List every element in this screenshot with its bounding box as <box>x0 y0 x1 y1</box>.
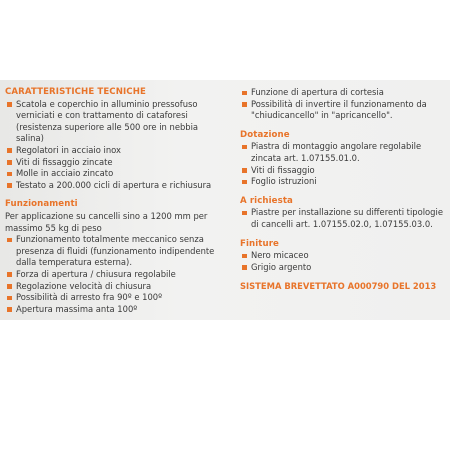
list-item: Nero micaceo <box>240 250 445 262</box>
right-column <box>240 87 445 293</box>
func-title: Funzionamenti <box>5 199 78 210</box>
richiesta-list <box>240 207 445 230</box>
list-item: Grigio argento <box>240 262 445 274</box>
func-intro: Per applicazione su cancelli sino a 1200 mm per massimo 55 kg di peso <box>5 210 208 233</box>
dotazione-list <box>240 141 445 187</box>
list-item: Forza di apertura / chiusura regolabile <box>5 269 227 281</box>
dotazione-title: Dotazione <box>240 129 290 140</box>
list-item: Possibilità di arresto fra 90º e 100º <box>5 292 227 304</box>
left-column <box>5 87 227 315</box>
list-item: Regolatori in acciaio inox <box>5 145 227 157</box>
patent-notice: SISTEMA BREVETTATO A000790 DEL 2013 <box>240 281 437 292</box>
top-list <box>240 87 445 122</box>
list-item: Funzione di apertura di cortesia <box>240 87 445 99</box>
func-list <box>5 234 227 315</box>
list-item: Piastra di montaggio angolare regolabile zincata art. 1.07155.01.0. <box>240 141 445 164</box>
list-item: Foglio istruzioni <box>240 176 445 188</box>
list-item: Viti di fissaggio <box>240 165 445 177</box>
list-item: Regolazione velocità di chiusura <box>5 281 227 293</box>
list-item: Viti di fissaggio zincate <box>5 157 227 169</box>
list-item: Molle in acciaio zincato <box>5 168 227 180</box>
finiture-list <box>240 250 445 273</box>
list-item: Piastre per installazione su differenti tipologie di cancelli art. 1.07155.02.0, 1.07155.03.0. <box>240 207 445 230</box>
tech-list <box>5 99 227 192</box>
list-item: Possibilità di invertire il funzionamento da "chiudicancello" in "apricancello". <box>240 99 445 122</box>
list-item: Testato a 200.000 cicli di apertura e richiusura <box>5 180 227 192</box>
list-item: Scatola e coperchio in alluminio pressofuso verniciati e con trattamento di cataforesi (resistenza superiore alle 500 ore in nebbia salina) <box>5 99 227 145</box>
list-item: Apertura massima anta 100º <box>5 304 227 316</box>
richiesta-title: A richiesta <box>240 195 293 206</box>
tech-title: CARATTERISTICHE TECNICHE <box>5 87 146 97</box>
finiture-title: Finiture <box>240 238 279 249</box>
list-item: Funzionamento totalmente meccanico senza presenza di fluidi (funzionamento indipendente dalla temperatura esterna). <box>5 234 227 269</box>
